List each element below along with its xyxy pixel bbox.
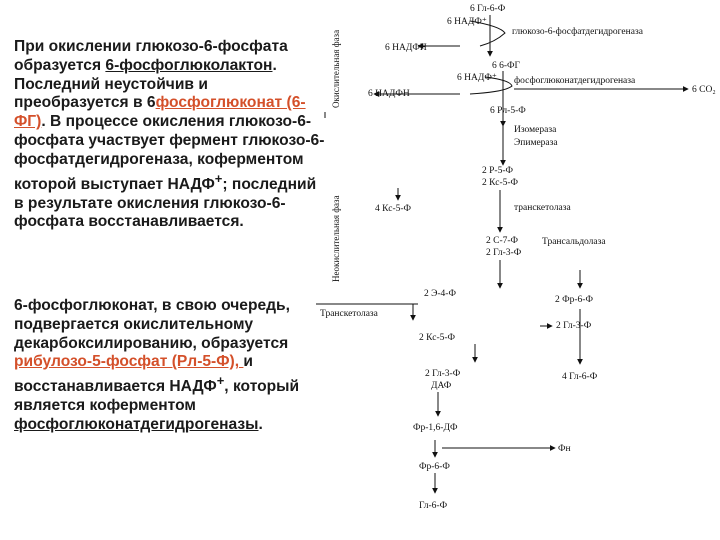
p2-text-4: .: [258, 415, 263, 433]
label-nonoxidative-phase: Неокислительная фаза: [331, 195, 341, 282]
p2-text-1: 6-фосфоглюконат, в свою очередь, подвергается окислительному декарбоксилированию, образуется: [14, 297, 290, 352]
node-ga3p-2b: 2 Гл-3-Ф: [425, 369, 461, 379]
paragraph-decarboxylation: [14, 297, 326, 435]
node-g6p: 6 Гл-6-Ф: [470, 4, 506, 14]
enzyme-g6pdh: глюкозо-6-фосфатдегидрогеназа: [512, 27, 643, 37]
paragraph-oxidation: [14, 38, 326, 232]
label-oxidative-phase: Окислительная фаза: [331, 29, 341, 108]
enzyme-transketolase-2: Транскетолаза: [320, 309, 378, 319]
node-pi: Фн: [558, 444, 571, 454]
enzyme-transketolase: транскетолаза: [514, 203, 571, 213]
node-nadp-2: 6 НАДФ⁺: [457, 73, 497, 83]
node-g6p-end: Гл-6-Ф: [419, 501, 448, 511]
link-6-phosphogluconate[interactable]: фосфоглюконат (6-ФГ): [14, 94, 306, 131]
node-f6p-2: 2 Фр-6-Ф: [555, 295, 593, 305]
link-ribulose-5-phosphate[interactable]: рибулозо-5-фосфат (Рл-5-Ф),: [14, 353, 244, 371]
enzyme-pgdh: фосфоглюконатдегидрогеназа: [514, 76, 636, 86]
nadp-plus-sup: +: [214, 170, 223, 186]
node-fbp: Фр-1,6-ДФ: [413, 423, 458, 433]
node-s7p-2: 2 С-7-Ф: [486, 236, 519, 246]
p2-text-2: и восстанавливается НАДФ: [14, 353, 254, 396]
p2-text-3: , который является коферментом: [14, 378, 300, 415]
node-x5p-2b: 2 Кс-5-Ф: [419, 333, 456, 343]
link-phosphogluconate-dehydrogenase[interactable]: фосфоглюконатдегидрогеназы: [14, 415, 259, 433]
p1-text-4: ; последний в результате окисления глюкозо-6-фосфата восстанавливается.: [14, 175, 317, 231]
p1-text-2: . Последний неустойчив и преобразуется в: [14, 56, 277, 112]
enzyme-transaldolase: Трансальдолаза: [542, 237, 606, 247]
node-r5p-2: 2 Р-5-Ф: [482, 166, 513, 176]
node-dap: ДАФ: [431, 381, 452, 391]
node-f6p: Фр-6-Ф: [419, 462, 450, 472]
nadp-plus-sup-2: +: [216, 373, 225, 389]
node-co2: 6 СО₂: [692, 85, 716, 95]
node-ga3p-2-right: 2 Гл-3-Ф: [556, 321, 592, 331]
node-nadp-1: 6 НАДФ⁺: [447, 17, 487, 27]
node-nadph-1: 6 НАДФН: [385, 43, 427, 53]
node-e4p-2: 2 Э-4-Ф: [424, 289, 456, 299]
p1-text-1: При окислении глюкозо-6-фосфата образуется: [14, 38, 288, 74]
enzyme-epimerase: Эпимераза: [514, 138, 558, 148]
node-ga3p-2: 2 Гл-3-Ф: [486, 248, 522, 258]
link-6pg-number: 6: [146, 94, 156, 112]
link-6-phosphogluconolactone[interactable]: 6-фосфоглюколактон: [105, 56, 273, 74]
node-g6p-4: 4 Гл-6-Ф: [562, 372, 598, 382]
node-nadph-2: 6 НАДФН: [368, 89, 410, 99]
node-x5p-2: 2 Кс-5-Ф: [482, 178, 519, 188]
node-x5p-4: 4 Кс-5-Ф: [375, 204, 412, 214]
node-6pg: 6 6-ФГ: [492, 61, 521, 71]
enzyme-isomerase: Изомераза: [514, 125, 557, 135]
node-rl5p-6: 6 Рл-5-Ф: [490, 106, 526, 116]
pentose-phosphate-scheme: [300, 0, 720, 540]
p1-text-3: . В процессе окисления глюкозо-6-фосфата участвует фермент глюкозо-6-фосфатдегидрогеназа, коферментом которой выступает НАДФ: [14, 113, 325, 193]
